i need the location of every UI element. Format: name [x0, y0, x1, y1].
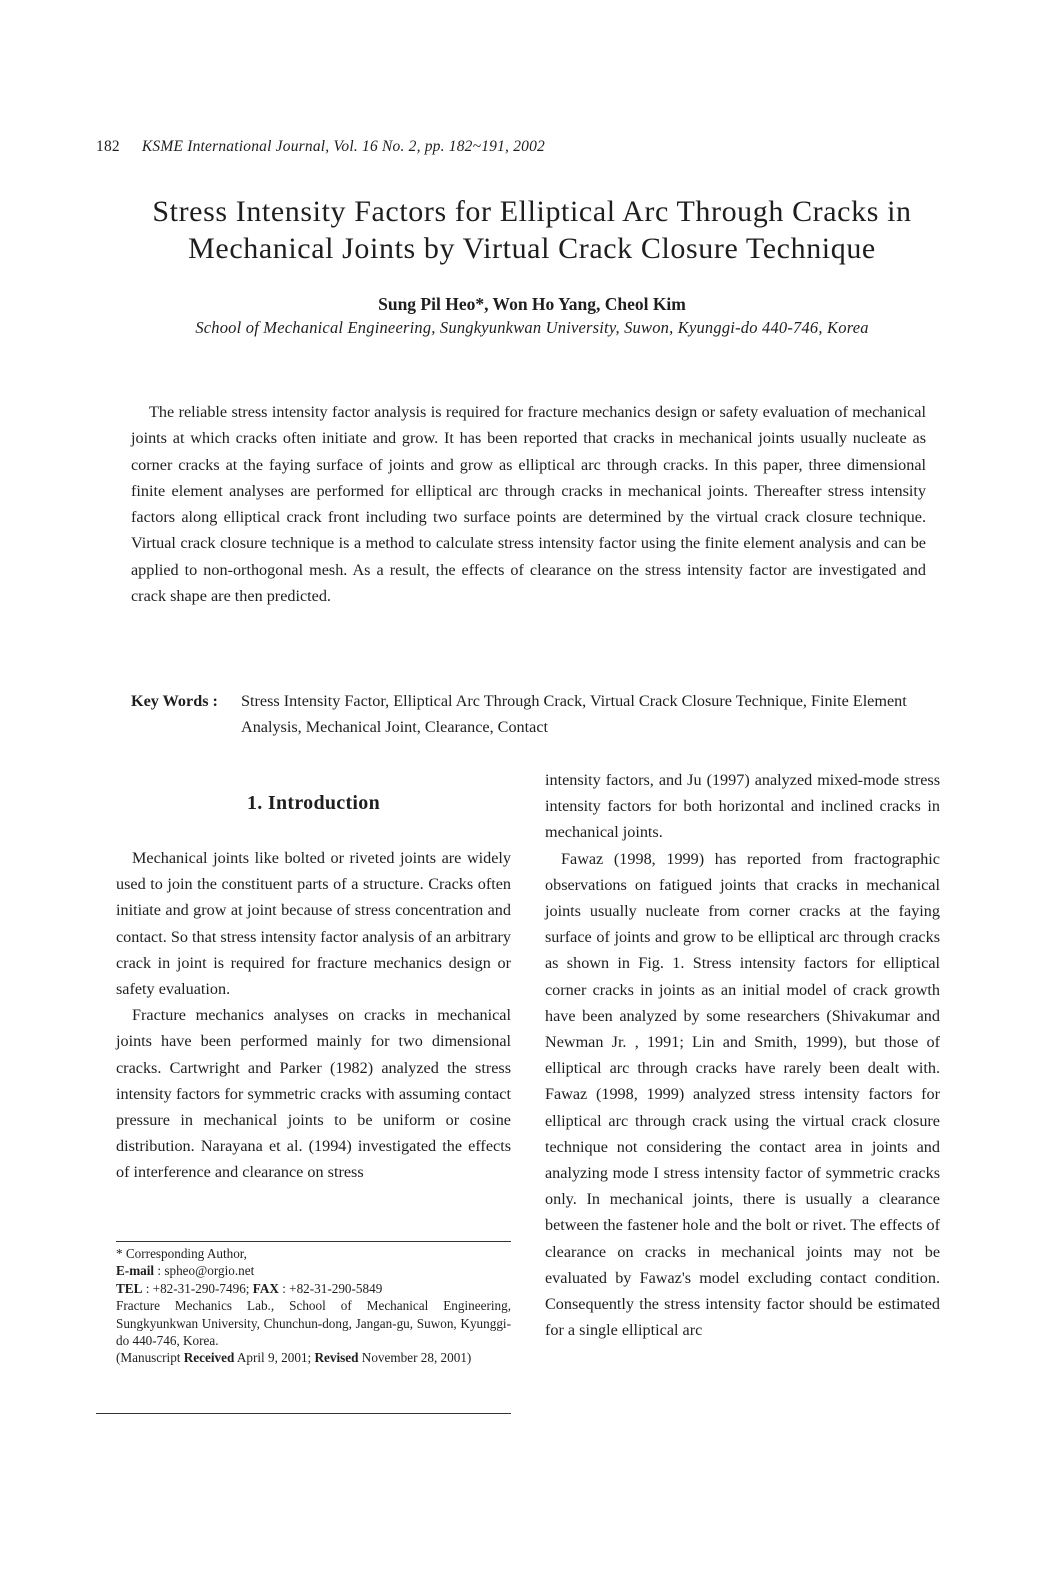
paper-title: [40, 193, 1024, 267]
footnote-phone-line: TEL : +82-31-290-7496; FAX : +82-31-290-5849: [116, 1280, 383, 1296]
right-column: [545, 767, 940, 1343]
intro-paragraph-2: Fracture mechanics analyses on cracks in mechanical joints have been performed mainly for two dimensional cracks. Cartwright and Parker (1982) analyzed the stress intensity factors for symmetric cracks with assuming contact pressure in mechanical joints to be uniform or cosine distribution. Narayana et al. (1994) investigated the effects of interference and clearance on stress: [116, 1006, 511, 1182]
right-paragraph-continued: intensity factors, and Ju (1997) analyzed mixed-mode stress intensity factors for both horizontal and inclined cracks in mechanical joints.: [545, 771, 940, 842]
footnote-corresponding: * Corresponding Author,: [116, 1246, 247, 1261]
footnote-address: Fracture Mechanics Lab., School of Mechanical Engineering, Sungkyunkwan University, Chunchun-dong, Jangan-gu, Suwon, Kyunggi-do 440-746, Korea.: [116, 1298, 511, 1349]
footnote-email-line: E-mail : spheo@orgio.net: [116, 1263, 255, 1279]
key-words: [131, 688, 926, 741]
footnote-rule-bottom: [96, 1413, 511, 1414]
page-number: 182: [96, 138, 120, 155]
right-paragraph-2: Fawaz (1998, 1999) has reported from fractographic observations on fatigued joints that cracks in mechanical joints usually nucleate from corner cracks at the faying surface of joints and grow to be elliptical arc through cracks as shown in Fig. 1. Stress intensity factors for elliptical corner cracks in joints as an initial model of crack growth have been analyzed by some researchers (Shivakumar and Newman Jr. , 1991; Lin and Smith, 1999), but those of elliptical arc through cracks have rarely been dealt with. Fawaz (1998, 1999) analyzed stress intensity factors for elliptical arc through crack using the virtual crack closure technique not considering the contact area in joints and analyzing mode I stress intensity factor of symmetric cracks only. In mechanical joints, there is usually a clearance between the fastener hole and the bolt or rivet. The effects of clearance on cracks in mechanical joints may not be evaluated by Fawaz's model excluding contact condition. Consequently the stress intensity factor should be estimated for a single elliptical arc: [545, 849, 940, 1340]
key-words-label: Key Words :: [131, 692, 218, 710]
section-heading-introduction: 1. Introduction: [246, 792, 381, 814]
title-line-1: Stress Intensity Factors for Elliptical Arc Through Cracks in: [152, 195, 912, 228]
running-header: [96, 138, 545, 156]
abstract: The reliable stress intensity factor analysis is required for fracture mechanics design or safety evaluation of mechanical joints at which cracks often initiate and grow. It has been reported that cracks in mechanical joints usually nucleate as corner cracks at the faying surface of joints and grow as elliptical arc through cracks. In this paper, three dimensional finite element analyses are performed for elliptical arc through cracks in mechanical joints. Thereafter stress intensity factors along elliptical crack front including two surface points are determined by the virtual crack closure technique. Virtual crack closure technique is a method to calculate stress intensity factor using the finite element analysis and can be applied to non-orthogonal mesh. As a result, the effects of clearance on the stress intensity factor are investigated and crack shape are then predicted.: [131, 403, 926, 606]
intro-paragraph-1: Mechanical joints like bolted or riveted joints are widely used to join the constituent parts of a structure. Cracks often initiate and grow at joint because of stress concentration and contact. So that stress intensity factor analysis of an arbitrary crack in joint is required for fracture mechanics design or safety evaluation.: [116, 849, 511, 999]
footnote-manuscript-dates: (Manuscript Received April 9, 2001; Revised November 28, 2001): [116, 1350, 472, 1366]
footnote-rule-top: [116, 1241, 511, 1242]
footnote: [116, 1245, 511, 1367]
key-words-text: Stress Intensity Factor, Elliptical Arc Through Crack, Virtual Crack Closure Technique, Finite Element Analysis, Mechanical Joint, Clearance, Contact: [241, 692, 907, 737]
title-line-2: Mechanical Joints by Virtual Crack Closure Technique: [188, 232, 876, 265]
authors: Sung Pil Heo*, Won Ho Yang, Cheol Kim: [378, 294, 686, 314]
journal-citation: KSME International Journal, Vol. 16 No. 2, pp. 182~191, 2002: [141, 138, 545, 155]
affiliation: School of Mechanical Engineering, Sungkyunkwan University, Suwon, Kyunggi-do 440-746, Korea: [195, 318, 869, 337]
left-column: [116, 845, 511, 1186]
